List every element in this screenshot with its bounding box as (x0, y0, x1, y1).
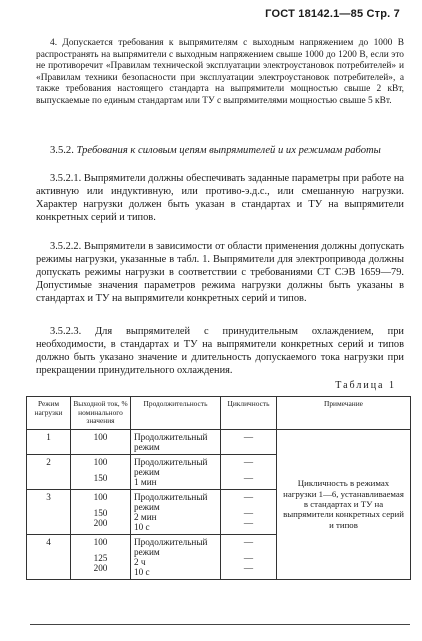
page-header: ГОСТ 18142.1—85 Стр. 7 (265, 8, 400, 20)
row-duration (131, 489, 221, 534)
duration-value: 10 с (134, 566, 150, 577)
paragraph-3-5-2-3: 3.5.2.3. Для выпрямителей с принудительным охлаждением, при необходимости, в стандартах и ТУ на выпрямители конкретных серий и типов должно быть указано значение и длительность допускаемого тока нагрузки при прекращении принудительного охлаждения. (36, 326, 404, 376)
header-duration: Продолжительность (131, 397, 221, 430)
table-caption: Таблица 1 (335, 380, 396, 391)
duration-value: Продолжительный режим (134, 491, 208, 512)
cyclicity-value: — (243, 562, 254, 573)
cyclicity-value: — (243, 507, 254, 518)
cyclicity-value: — (243, 456, 254, 467)
duration-value: 2 мин (134, 511, 157, 522)
duration-value: 2 ч (134, 556, 146, 567)
row-cyclicity (221, 429, 277, 454)
header-current: Выходной ток, % номинального значения (71, 397, 131, 430)
duration-value: Продолжительный режим (134, 536, 208, 557)
row-mode: 2 (27, 454, 71, 489)
current-value: 150 (93, 507, 108, 518)
row-duration (131, 534, 221, 579)
duration-value: 10 с (134, 521, 150, 532)
table-row (27, 429, 411, 454)
section-title: Требования к силовым цепям выпрямителей и их режимам работы (76, 145, 381, 156)
header-remark: Примечание (277, 397, 411, 430)
row-cyclicity (221, 454, 277, 489)
current-value: 100 (93, 431, 108, 442)
row-mode: 1 (27, 429, 71, 454)
duration-value: Продолжительный режим (134, 456, 208, 477)
row-cyclicity (221, 489, 277, 534)
cyclicity-value: — (243, 536, 254, 547)
table-continuation-edge (30, 624, 410, 625)
current-value: 200 (93, 517, 108, 528)
row-mode: 3 (27, 489, 71, 534)
row-current (71, 489, 131, 534)
row-cyclicity (221, 534, 277, 579)
paragraph-3-5-2-1: 3.5.2.1. Выпрямители должны обеспечивать заданные параметры при работе на активную или индуктивную, или противо-э.д.с., или смешанную нагрузки. Характер нагрузки должен быть указан в стандартах и ТУ на выпрямители конкретных серий и типов. (36, 173, 404, 223)
cyclicity-value: — (243, 472, 254, 483)
current-value: 125 (93, 552, 108, 563)
duration-value: Продолжительный режим (134, 431, 208, 452)
current-value: 200 (93, 562, 108, 573)
current-value: 100 (93, 491, 108, 502)
cyclicity-value: — (243, 552, 254, 563)
cyclicity-value: — (243, 431, 254, 442)
duration-value: 1 мин (134, 476, 157, 487)
cyclicity-value: — (243, 517, 254, 528)
load-modes-table (26, 396, 411, 580)
note-paragraph: 4. Допускается требования к выпрямителям с выходным напряжением до 1000 В распространять на выпрямители с выходным напряжением свыше 1000 до 1200 В, если это не противоречит «Правилам технической эксплуатации электроустановок потребителей» и «Правилам техники безопасности при эксплуатации электроустановок потребителей», а также требования настоящего стандарта на выпрямители мощностью свыше 2 кВт, выпускаемые по единым стандартам или ТУ с выпрямителями мощностью свыше 5 кВт. (36, 38, 404, 106)
row-current (71, 534, 131, 579)
current-value: 100 (93, 456, 108, 467)
row-current (71, 429, 131, 454)
table-header-row (27, 397, 411, 430)
row-current (71, 454, 131, 489)
row-duration (131, 429, 221, 454)
header-mode: Режим нагрузки (27, 397, 71, 430)
section-heading (36, 144, 404, 157)
row-duration (131, 454, 221, 489)
current-value: 100 (93, 536, 108, 547)
paragraph-3-5-2-2: 3.5.2.2. Выпрямители в зависимости от области применения должны допускать режимы нагрузки, указанные в табл. 1. Выпрямители для электропривода должны допускать режимы нагрузки в соответствии с требованиями СТ СЭВ 1659—79. Допустимые значения параметров режима нагрузки должны быть указаны в стандартах и ТУ на выпрямители конкретных серий и типов. (36, 241, 404, 304)
remark-cell: Цикличность в режимах нагрузки 1—6, устанавливаемая в стандартах и ТУ на выпрямители конкретных серий и типов (277, 429, 411, 579)
row-mode: 4 (27, 534, 71, 579)
section-number: 3.5.2. (50, 145, 74, 156)
header-cyclicity: Цикличность (221, 397, 277, 430)
cyclicity-value: — (243, 491, 254, 502)
current-value: 150 (93, 472, 108, 483)
